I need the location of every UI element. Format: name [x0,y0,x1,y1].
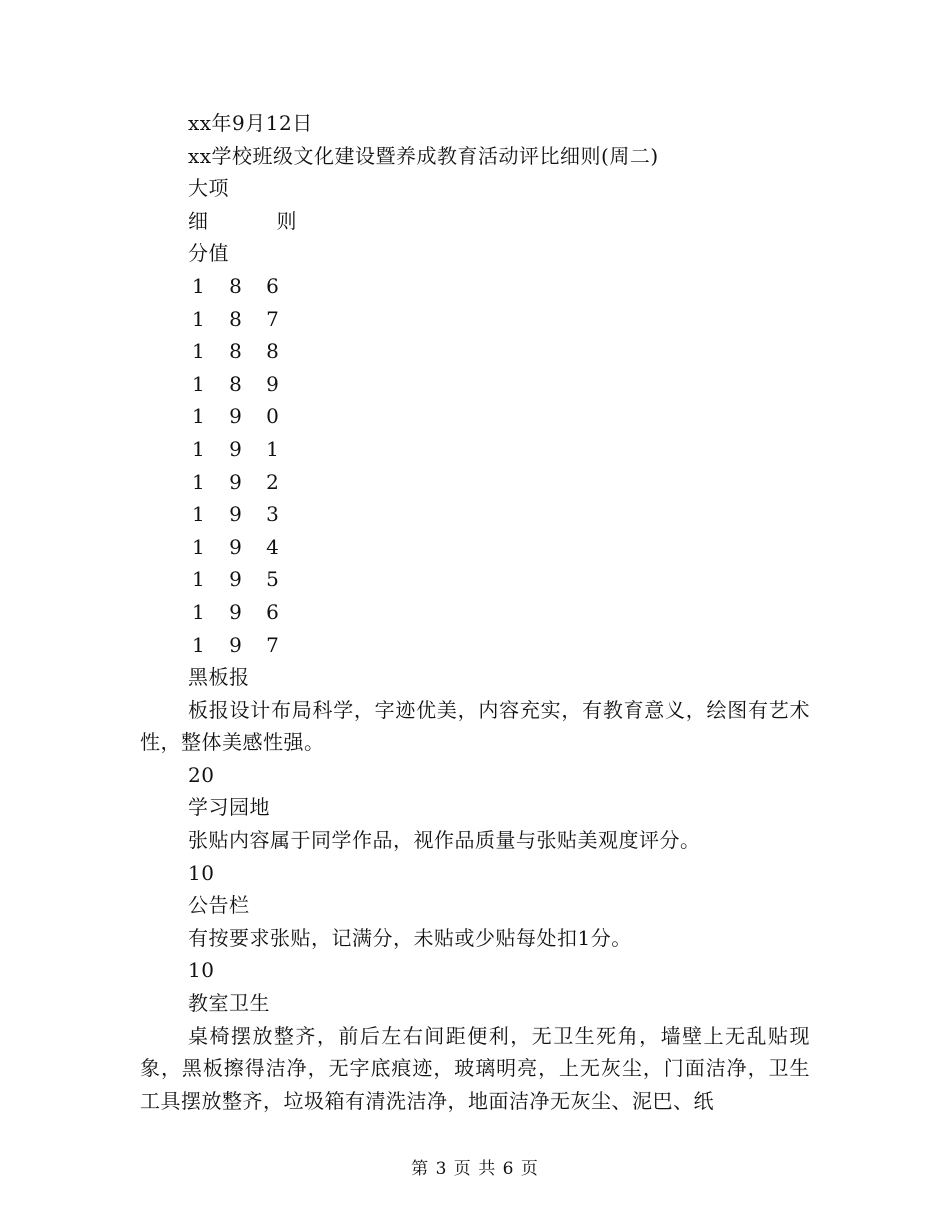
section-name-blackboard: 黑板报 [188,665,250,690]
number-line: 1 9 7 [192,632,288,657]
date-line: xx年9月12日 [188,111,313,135]
page-footer: 第 3 页 共 6 页 [411,1159,539,1179]
number-line: 1 8 9 [192,371,288,396]
section-score-bulletin: 10 [188,958,215,983]
section-text-bulletin: 有按要求张贴，记满分，未贴或少贴每处扣1分。 [188,925,632,950]
header-detail [140,205,810,238]
header-detail-b: 则 [276,208,297,233]
header-score: 分值 [188,241,229,266]
header-detail-a: 细 [188,208,209,233]
section-name-study-garden: 学习园地 [188,795,270,820]
document-title: xx学校班级文化建设暨养成教育活动评比细则(周二) [188,143,659,168]
number-line: 1 9 0 [192,404,288,429]
number-line: 1 9 5 [192,567,288,592]
number-line: 1 9 2 [192,469,288,494]
header-major-item: 大项 [188,176,229,201]
number-line: 1 9 4 [192,534,288,559]
section-text-study-garden: 张贴内容属于同学作品，视作品质量与张贴美观度评分。 [188,828,701,853]
section-score-blackboard: 20 [188,762,215,787]
number-line: 1 9 1 [192,436,288,461]
number-line: 1 9 3 [192,502,288,527]
section-name-bulletin: 公告栏 [188,893,250,918]
document-body [140,107,810,1117]
number-line: 1 9 6 [192,599,288,624]
section-text-classroom-hygiene: 桌椅摆放整齐，前后左右间距便利，无卫生死角，墙壁上无乱贴现象，黑板擦得洁净，无字底痕迹，玻璃明亮，上无灰尘，门面洁净，卫生工具摆放整齐，垃圾箱有清洗洁净，地面洁净无灰尘、泥巴、纸 [140,1023,810,1113]
number-line: 1 8 8 [192,339,288,364]
section-text-blackboard: 板报设计布局科学，字迹优美，内容充实，有教育意义，绘图有艺术性，整体美感性强。 [140,697,810,755]
section-score-study-garden: 10 [188,860,215,885]
number-line: 1 8 7 [192,306,288,331]
number-line: 1 8 6 [192,273,288,298]
section-name-classroom-hygiene: 教室卫生 [188,991,270,1016]
